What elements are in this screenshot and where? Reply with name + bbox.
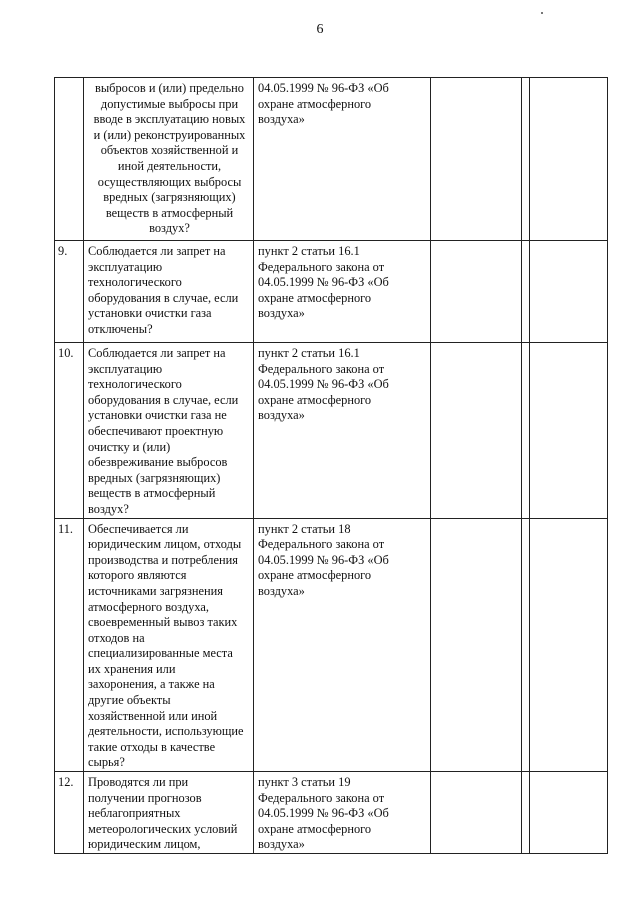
question-cell: Соблюдается ли запрет на эксплуатацию технологического оборудования в случае, если установки очистки газа отключены?: [84, 241, 254, 343]
answer-cell: [431, 343, 522, 519]
page-number: 6: [316, 22, 324, 37]
answer-cell: [522, 518, 530, 772]
answer-cell: [522, 343, 530, 519]
scan-artifact-dot: [541, 12, 543, 14]
row-number: 10.: [55, 343, 84, 519]
answer-cell: [522, 241, 530, 343]
table-row: [55, 343, 608, 519]
reference-cell: пункт 2 статьи 16.1 Федерального закона от 04.05.1999 № 96-ФЗ «Об охране атмосферного воздуха»: [254, 343, 431, 519]
checklist-table: [54, 77, 608, 854]
answer-cell: [522, 78, 530, 241]
reference-cell: 04.05.1999 № 96-ФЗ «Об охране атмосферного воздуха»: [254, 78, 431, 241]
reference-cell: пункт 2 статьи 18 Федерального закона от 04.05.1999 № 96-ФЗ «Об охране атмосферного воздуха»: [254, 518, 431, 772]
note-cell: [530, 343, 608, 519]
question-cell: Соблюдается ли запрет на эксплуатацию технологического оборудования в случае, если установки очистки газа не обеспечивают проектную очистку и (или) обезвреживание выбросов вредных (загрязняющих) веществ в атмосферный воздух?: [84, 343, 254, 519]
table-row: [55, 78, 608, 241]
reference-cell: пункт 3 статьи 19 Федерального закона от 04.05.1999 № 96-ФЗ «Об охране атмосферного воздуха»: [254, 772, 431, 854]
question-cell: Обеспечивается ли юридическим лицом, отходы производства и потребления которого являются источниками загрязнения атмосферного воздуха, своевременный вывоз таких отходов на специализированные места их хранения или захоронения, а также на другие объекты хозяйственной или иной деятельности, использующие такие отходы в качестве сырья?: [84, 518, 254, 772]
note-cell: [530, 772, 608, 854]
question-cell: Проводятся ли при получении прогнозов неблагоприятных метеорологических условий юридическим лицом,: [84, 772, 254, 854]
row-number: 9.: [55, 241, 84, 343]
reference-cell: пункт 2 статьи 16.1 Федерального закона от 04.05.1999 № 96-ФЗ «Об охране атмосферного воздуха»: [254, 241, 431, 343]
question-cell: выбросов и (или) предельно допустимые выбросы при вводе в эксплуатацию новых и (или) реконструированных объектов хозяйственной и иной деятельности, осуществляющих выбросы вредных (загрязняющих) веществ в атмосферный воздух?: [84, 78, 254, 241]
answer-cell: [431, 241, 522, 343]
table-row: [55, 772, 608, 854]
note-cell: [530, 518, 608, 772]
table-row: [55, 241, 608, 343]
row-number: 12.: [55, 772, 84, 854]
note-cell: [530, 241, 608, 343]
table-row: [55, 518, 608, 772]
answer-cell: [522, 772, 530, 854]
answer-cell: [431, 518, 522, 772]
answer-cell: [431, 78, 522, 241]
row-number: 11.: [55, 518, 84, 772]
note-cell: [530, 78, 608, 241]
row-number: [55, 78, 84, 241]
answer-cell: [431, 772, 522, 854]
